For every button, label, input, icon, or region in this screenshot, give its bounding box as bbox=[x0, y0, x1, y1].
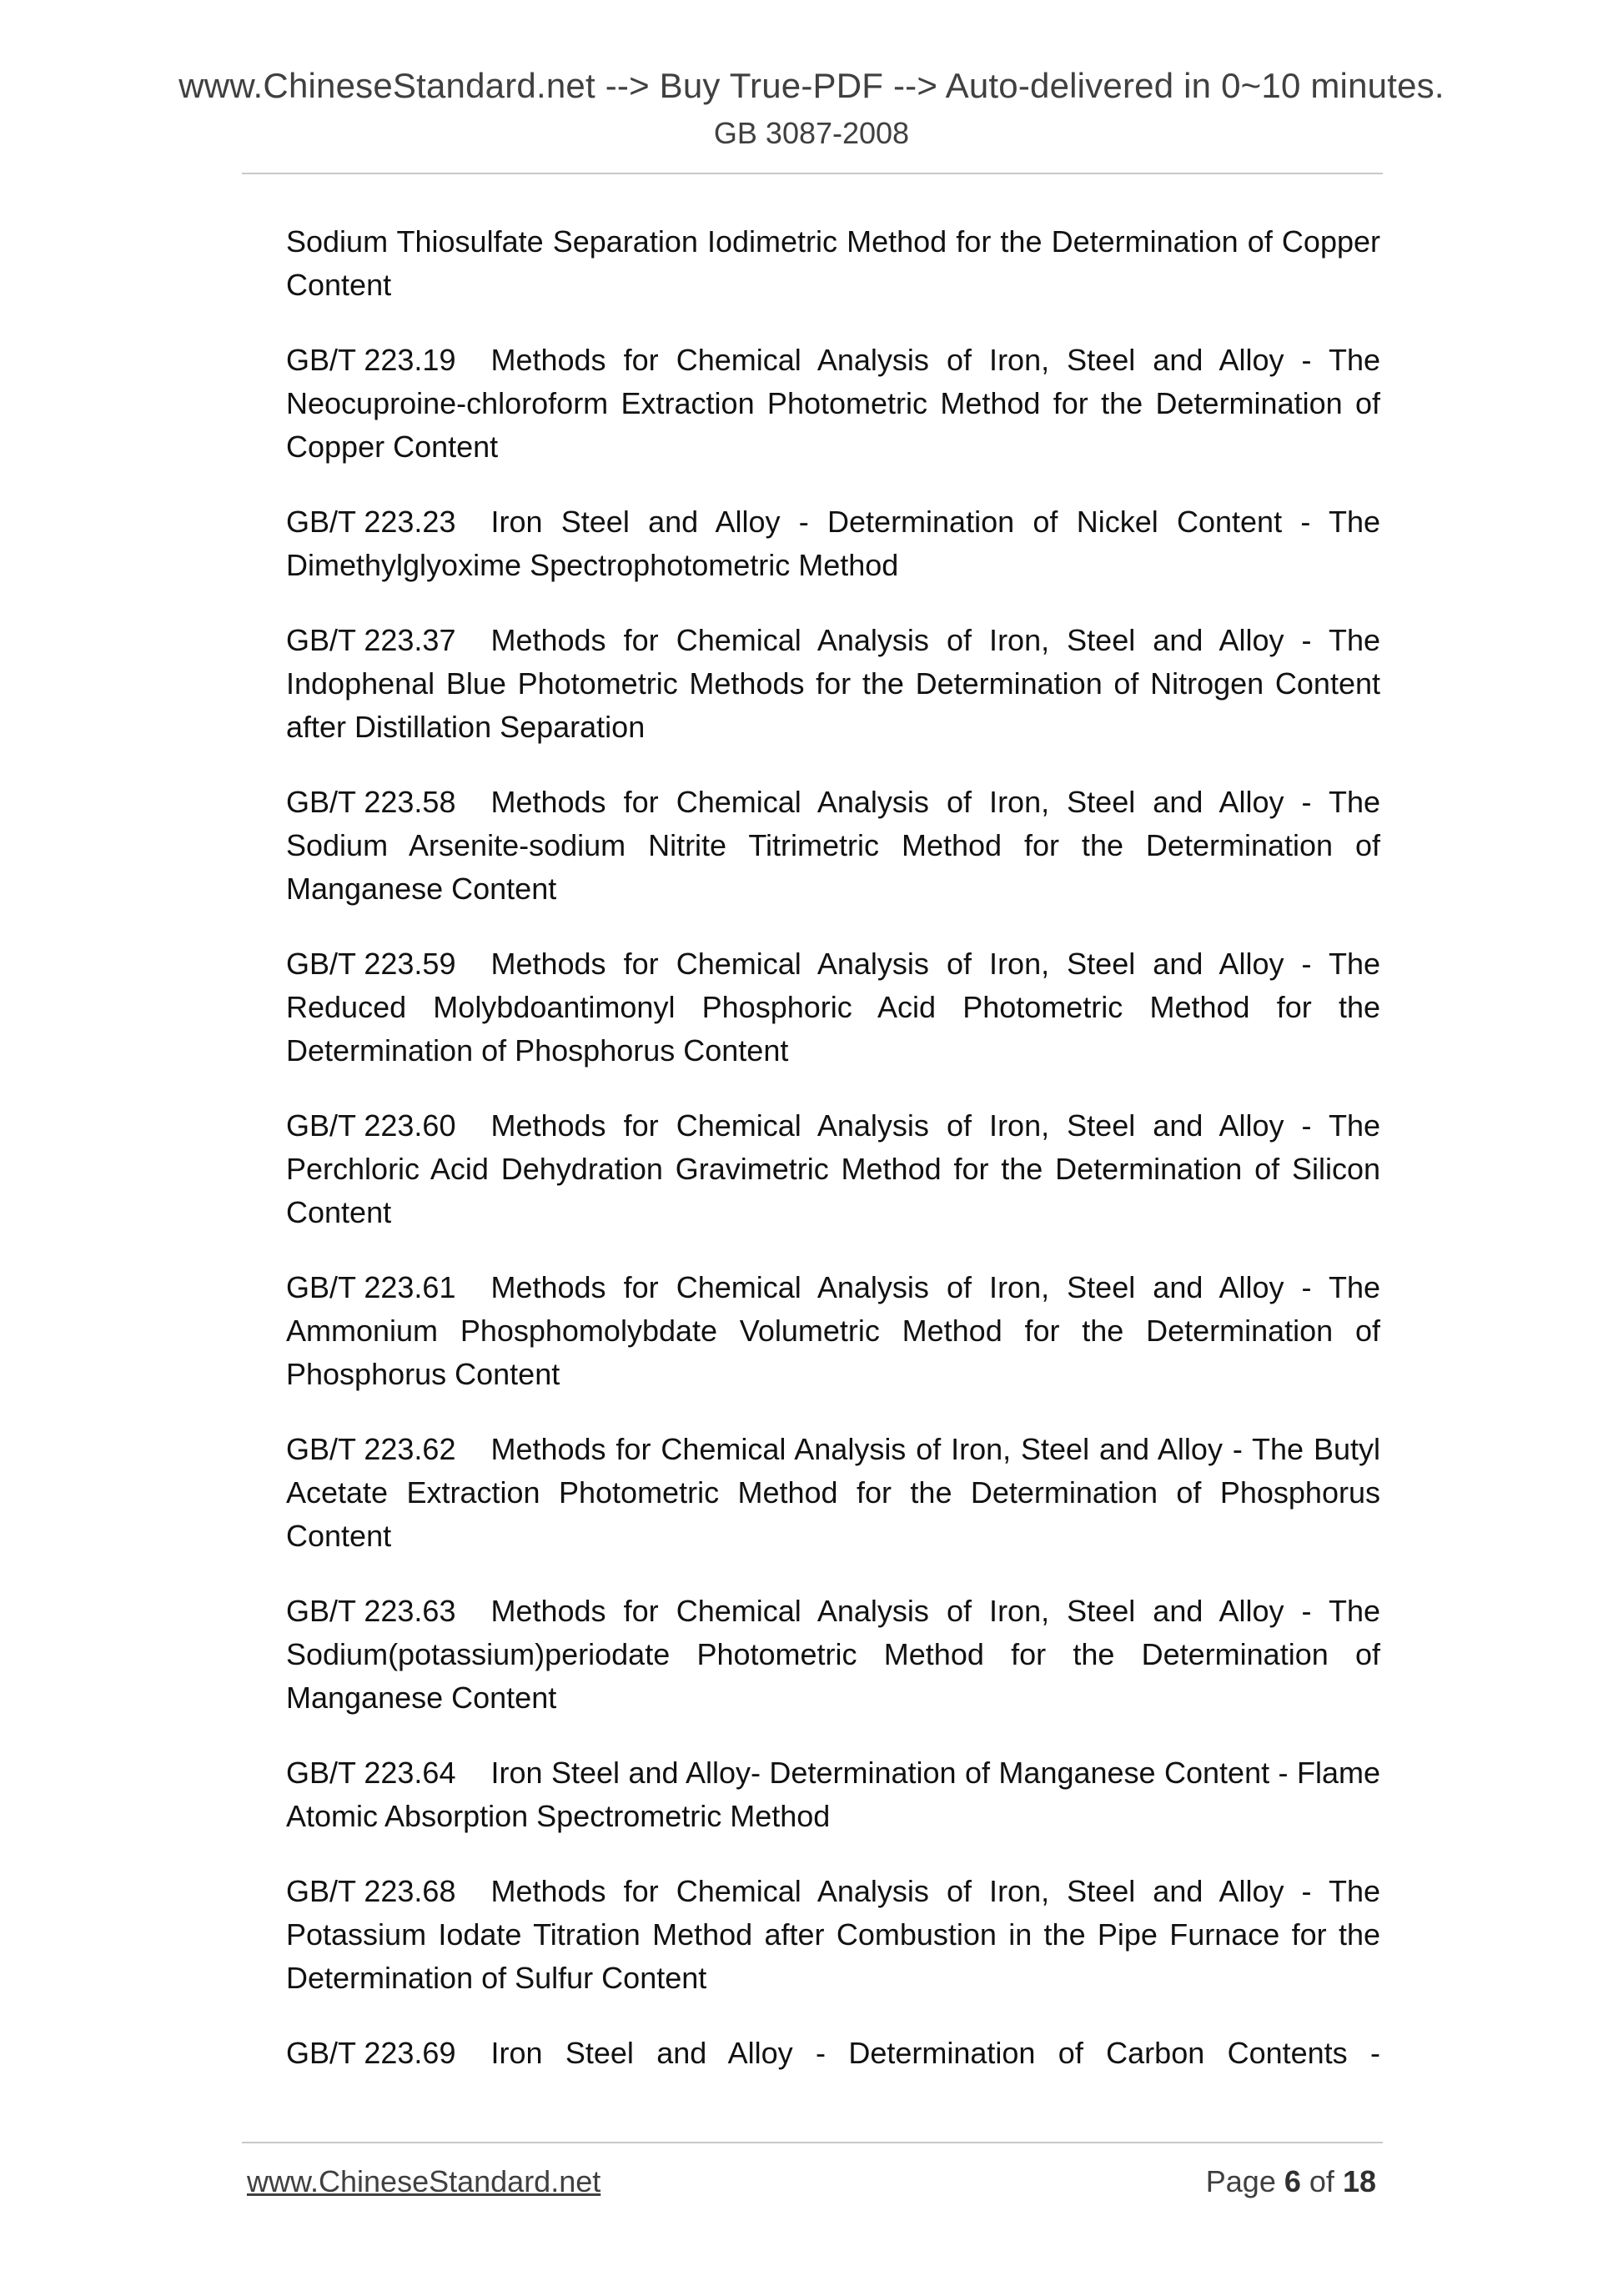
reference-code: GB/T 223.59 bbox=[286, 947, 456, 981]
reference-title: Methods for Chemical Analysis of Iron, Steel and Alloy - The Ammonium Phosphomolybdate Volumetric Method for the Determination of Phosphorus Content bbox=[286, 1270, 1380, 1391]
reference-entry bbox=[286, 1870, 1380, 2000]
reference-entry bbox=[286, 1104, 1380, 1234]
reference-title: Methods for Chemical Analysis of Iron, Steel and Alloy - The Sodium(potassium)periodate Photometric Method for the Determination of Manganese Content bbox=[286, 1594, 1380, 1715]
reference-title: Methods for Chemical Analysis of Iron, Steel and Alloy - The Indophenal Blue Photometric Methods for the Determination of Nitrogen Content after Distillation Separation bbox=[286, 623, 1380, 744]
page-indicator bbox=[1206, 2163, 1376, 2200]
footer-divider bbox=[242, 2142, 1383, 2143]
reference-entry bbox=[286, 1751, 1380, 1838]
reference-entry bbox=[286, 339, 1380, 469]
reference-code: GB/T 223.60 bbox=[286, 1108, 456, 1143]
header-divider bbox=[242, 173, 1383, 174]
reference-code: GB/T 223.68 bbox=[286, 1874, 456, 1908]
document-body bbox=[286, 220, 1380, 2107]
reference-code: GB/T 223.19 bbox=[286, 343, 456, 377]
reference-title: Methods for Chemical Analysis of Iron, Steel and Alloy - The Sodium Arsenite-sodium Nitrite Titrimetric Method for the Determination of Manganese Content bbox=[286, 785, 1380, 906]
reference-entry bbox=[286, 619, 1380, 749]
reference-entry bbox=[286, 500, 1380, 587]
header-banner: www.ChineseStandard.net --> Buy True-PDF --> Auto-delivered in 0~10 minutes. bbox=[178, 66, 1445, 105]
reference-entry bbox=[286, 220, 1380, 307]
reference-entry bbox=[286, 2032, 1380, 2075]
reference-code: GB/T 223.37 bbox=[286, 623, 456, 657]
reference-code: GB/T 223.69 bbox=[286, 2036, 456, 2070]
page-current: 6 bbox=[1284, 2164, 1301, 2198]
reference-title: Methods for Chemical Analysis of Iron, Steel and Alloy - The Reduced Molybdoantimonyl Phosphoric Acid Photometric Method for the Determination of Phosphorus Content bbox=[286, 947, 1380, 1068]
reference-title: Methods for Chemical Analysis of Iron, Steel and Alloy - The Perchloric Acid Dehydration Gravimetric Method for the Determination of Silicon Content bbox=[286, 1108, 1380, 1229]
reference-title: Iron Steel and Alloy - Determination of Carbon Contents - bbox=[490, 2036, 1380, 2070]
reference-code: GB/T 223.64 bbox=[286, 1756, 456, 1790]
reference-title: Methods for Chemical Analysis of Iron, Steel and Alloy - The Potassium Iodate Titration Method after Combustion in the Pipe Furnace for the Determination of Sulfur Content bbox=[286, 1874, 1380, 1995]
page-of: of bbox=[1309, 2164, 1334, 2198]
reference-code: GB/T 223.61 bbox=[286, 1270, 456, 1304]
reference-title: Methods for Chemical Analysis of Iron, Steel and Alloy - The Butyl Acetate Extraction Photometric Method for the Determination of Phosphorus Content bbox=[286, 1432, 1380, 1553]
reference-code: GB/T 223.23 bbox=[286, 505, 456, 539]
footer-website-link[interactable]: www.ChineseStandard.net bbox=[247, 2164, 601, 2198]
reference-entry bbox=[286, 1590, 1380, 1720]
page-total: 18 bbox=[1342, 2164, 1376, 2198]
reference-entry bbox=[286, 1428, 1380, 1558]
reference-title: Iron Steel and Alloy - Determination of Nickel Content - The Dimethylglyoxime Spectrophotometric Method bbox=[286, 505, 1380, 582]
reference-code: GB/T 223.62 bbox=[286, 1432, 456, 1466]
page-prefix: Page bbox=[1205, 2164, 1276, 2198]
reference-entry bbox=[286, 1266, 1380, 1396]
reference-entry bbox=[286, 942, 1380, 1073]
reference-code: GB/T 223.58 bbox=[286, 785, 456, 819]
reference-title: Methods for Chemical Analysis of Iron, Steel and Alloy - The Neocuproine-chloroform Extraction Photometric Method for the Determination of Copper Content bbox=[286, 343, 1380, 464]
reference-code: GB/T 223.63 bbox=[286, 1594, 456, 1628]
reference-title: Iron Steel and Alloy- Determination of Manganese Content - Flame Atomic Absorption Spectrometric Method bbox=[286, 1756, 1380, 1833]
reference-entry bbox=[286, 781, 1380, 911]
reference-title: Sodium Thiosulfate Separation Iodimetric Method for the Determination of Copper Content bbox=[286, 224, 1380, 302]
standard-number: GB 3087-2008 bbox=[713, 116, 910, 150]
